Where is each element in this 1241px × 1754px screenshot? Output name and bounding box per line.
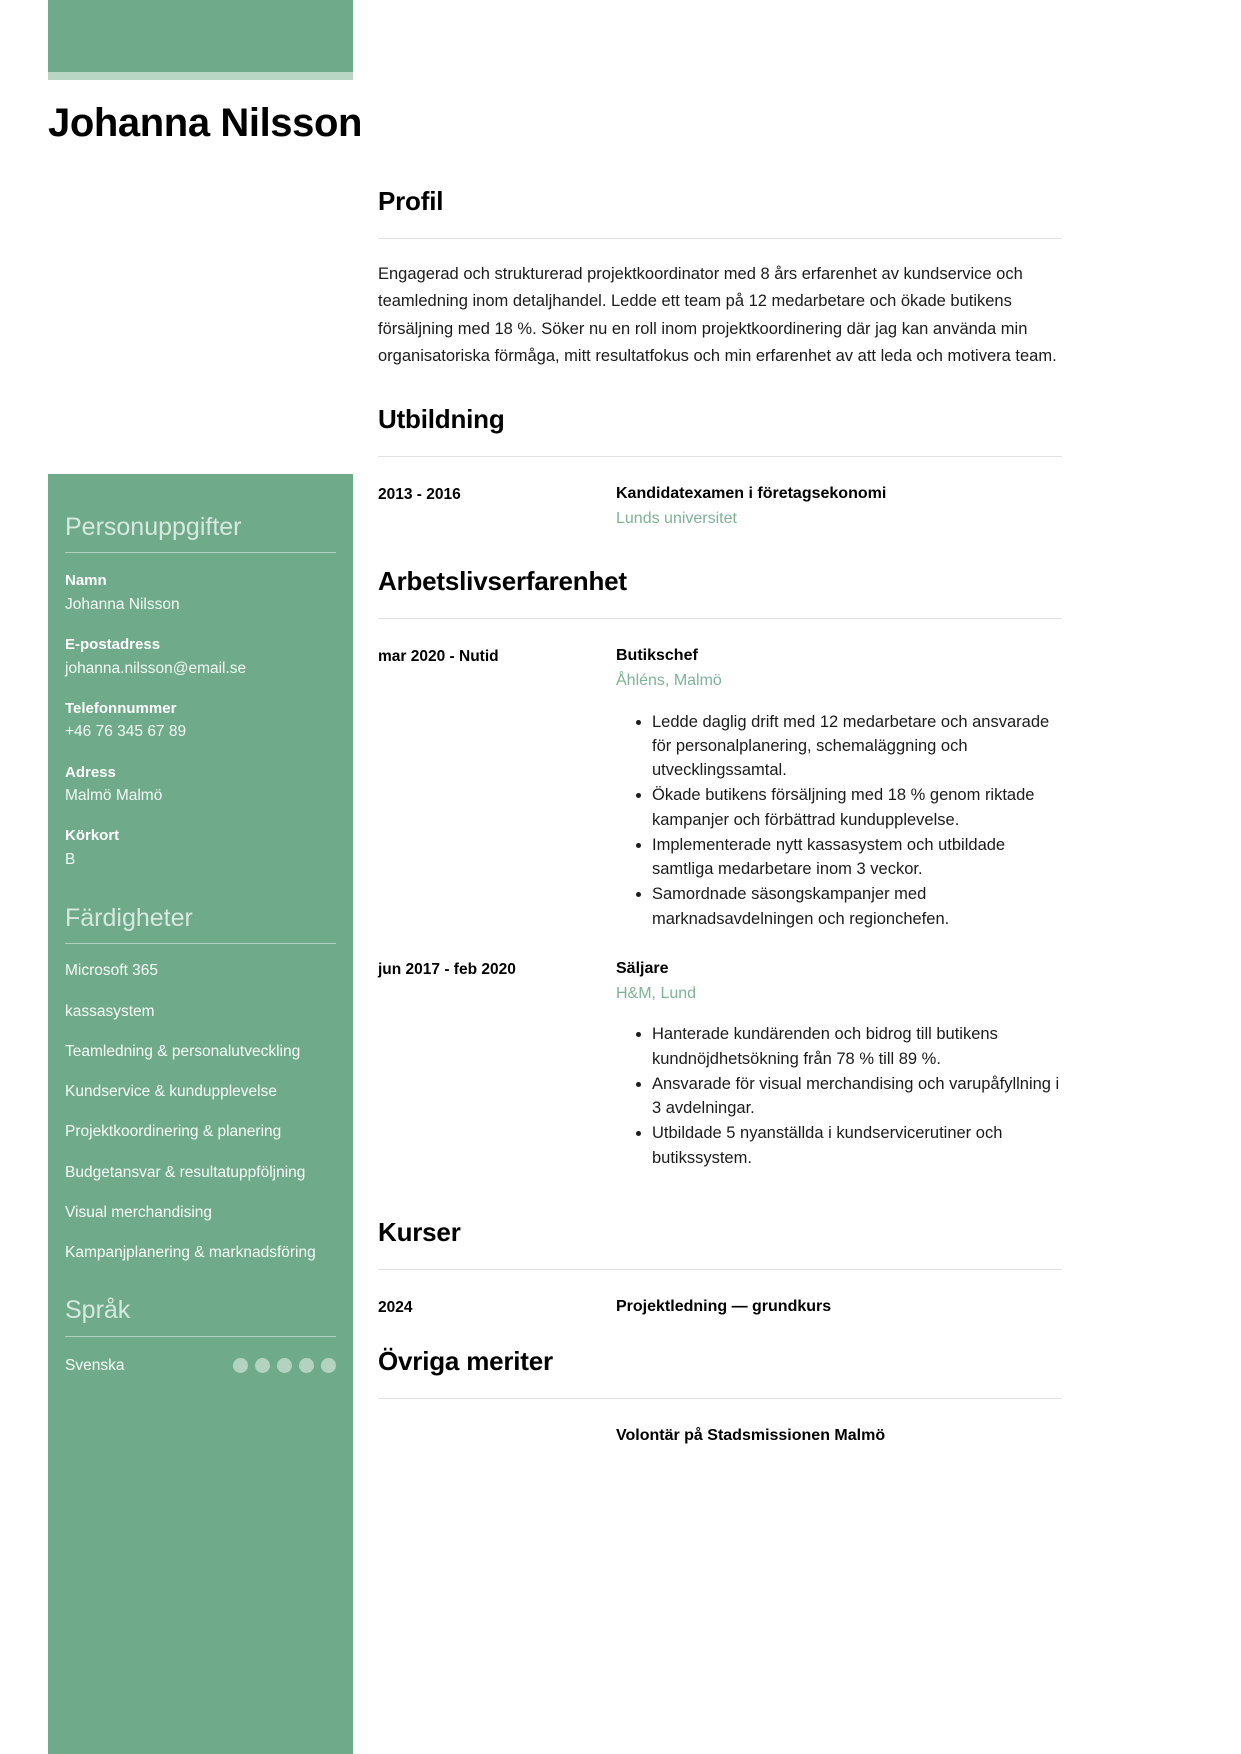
bullet-item: • Samordnade säsongskampanjer med marknadsavdelningen och regionchefen. (652, 882, 1062, 931)
personal-field-label: Adress (65, 763, 116, 781)
skill-item: Kundservice & kundupplevelse (65, 1083, 277, 1100)
personal-field-value: Malmö Malmö (65, 787, 163, 804)
entry-date: jun 2017 - feb 2020 (378, 960, 516, 978)
section-title-education: Utbildning (378, 404, 505, 435)
entry-date: 2013 - 2016 (378, 486, 461, 504)
entry-organisation: Åhléns, Malmö (616, 671, 722, 689)
skill-item: Kampanjplanering & marknadsföring (65, 1244, 316, 1261)
entry-bullets (616, 710, 1062, 931)
skills-list (65, 959, 336, 1264)
personal-field-label: E-postadress (65, 636, 161, 653)
level-dot (233, 1358, 248, 1373)
entry-title: Butikschef (616, 647, 698, 665)
personal-field-value: johanna.nilsson@email.se (65, 659, 247, 677)
entry-title: Volontär på Stadsmissionen Malmö (616, 1427, 886, 1445)
entry-title: Projektledning — grundkurs (616, 1298, 832, 1316)
section-title-other-merits: Övriga meriter (378, 1346, 553, 1377)
candidate-name: Johanna Nilsson (48, 101, 363, 145)
personal-field-label: Telefonnummer (65, 699, 177, 717)
header-banner-underline (48, 72, 353, 80)
section-courses (378, 1217, 1062, 1320)
sidebar-section-skills (65, 889, 336, 1264)
section-divider (378, 618, 1062, 619)
personal-field (65, 570, 336, 616)
section-profile (378, 186, 1062, 370)
section-divider (378, 238, 1062, 239)
experience-entry (378, 644, 1062, 932)
entry-date: mar 2020 - Nutid (378, 648, 499, 666)
entry-bullets (616, 1022, 1062, 1170)
level-dot (321, 1358, 336, 1373)
entry-body (616, 482, 1062, 532)
language-row (65, 1354, 336, 1377)
personal-field (65, 698, 336, 744)
section-education (378, 404, 1062, 532)
skill-item: Visual merchandising (65, 1203, 213, 1221)
skill-item: Projektkoordinering & planering (65, 1123, 282, 1141)
sidebar-personal-divider (65, 552, 336, 553)
entry-body (616, 1295, 1062, 1320)
personal-field (65, 762, 336, 808)
sidebar-section-languages (65, 1281, 336, 1377)
personal-field-value: Johanna Nilsson (65, 595, 180, 613)
section-other-merits (378, 1346, 1062, 1449)
personal-field (65, 825, 336, 871)
sidebar-section-personal (65, 498, 336, 871)
sidebar-languages-title: Språk (65, 1296, 131, 1325)
level-dot (277, 1358, 292, 1373)
section-divider (378, 1398, 1062, 1399)
section-title-experience: Arbetslivserfarenhet (378, 565, 627, 596)
personal-field (65, 634, 336, 680)
section-title-courses: Kurser (378, 1216, 461, 1247)
personal-field-label: Namn (65, 572, 107, 590)
skill-item: Teamledning & personalutveckling (65, 1042, 301, 1060)
language-level-dots (233, 1358, 336, 1373)
sidebar-skills-title: Färdigheter (65, 904, 193, 932)
education-entry (378, 482, 1062, 532)
entry-title: Kandidatexamen i företagsekonomi (616, 485, 887, 503)
header-banner (48, 0, 353, 72)
level-dot (255, 1358, 270, 1373)
personal-field-value: +46 76 345 67 89 (65, 723, 187, 741)
main-content (378, 186, 1062, 1449)
bullet-item: • Hanterade kundärenden och bidrog till butikens kundnöjdhetsökning från 78 % till 89 %. (652, 1022, 1062, 1071)
skill-item: Budgetansvar & resultatuppföljning (65, 1163, 306, 1181)
bullet-item: • Implementerade nytt kassasystem och utbildade samtliga medarbetare inom 3 veckor. (652, 833, 1062, 882)
skill-item: Microsoft 365 (65, 962, 159, 980)
entry-body (616, 644, 1062, 932)
entry-date (378, 1424, 616, 1449)
personal-field-value: B (65, 850, 76, 868)
section-title-profile: Profil (378, 186, 444, 216)
sidebar-skills-divider (65, 943, 336, 944)
personal-field-label: Körkort (65, 827, 120, 845)
entry-date: 2024 (378, 1299, 413, 1317)
entry-body (616, 957, 1062, 1171)
level-dot (299, 1358, 314, 1373)
entry-title: Säljare (616, 959, 669, 977)
language-name: Svenska (65, 1356, 125, 1374)
profile-text: Engagerad och strukturerad projektkoordinator med 8 års erfarenhet av kundservice och teamledning inom detaljhandel. Ledde ett team på 12 medarbetare och ökade butikens försäljning med 18 %. Söker nu en roll inom projektkoordinering där jag kan använda min organisatoriska förmåga, mitt resultatfokus och min erfarenhet av att leda och motivera team. (378, 265, 1057, 365)
entry-body (616, 1424, 1062, 1449)
section-experience (378, 566, 1062, 1171)
entry-organisation: H&M, Lund (616, 984, 697, 1002)
bullet-item: • Ansvarade för visual merchandising och varupåfyllning i 3 avdelningar. (652, 1072, 1062, 1121)
section-divider (378, 456, 1062, 457)
sidebar-personal-title: Personuppgifter (65, 513, 242, 541)
section-divider (378, 1269, 1062, 1270)
bullet-item: • Ledde daglig drift med 12 medarbetare och ansvarade för personalplanering, schemaläggning och utvecklingssamtal. (652, 710, 1062, 783)
bullet-item: • Ökade butikens försäljning med 18 % genom riktade kampanjer och förbättrad kundupplevelse. (652, 783, 1062, 832)
course-entry (378, 1295, 1062, 1320)
bullet-item: • Utbildade 5 nyanställda i kundservicerutiner och butikssystem. (652, 1121, 1062, 1170)
sidebar-languages-divider (65, 1336, 336, 1337)
skill-item: kassasystem (65, 1002, 155, 1020)
entry-organisation: Lunds universitet (616, 510, 737, 528)
sidebar (48, 474, 353, 1754)
experience-entry (378, 957, 1062, 1171)
other-merit-entry (378, 1424, 1062, 1449)
